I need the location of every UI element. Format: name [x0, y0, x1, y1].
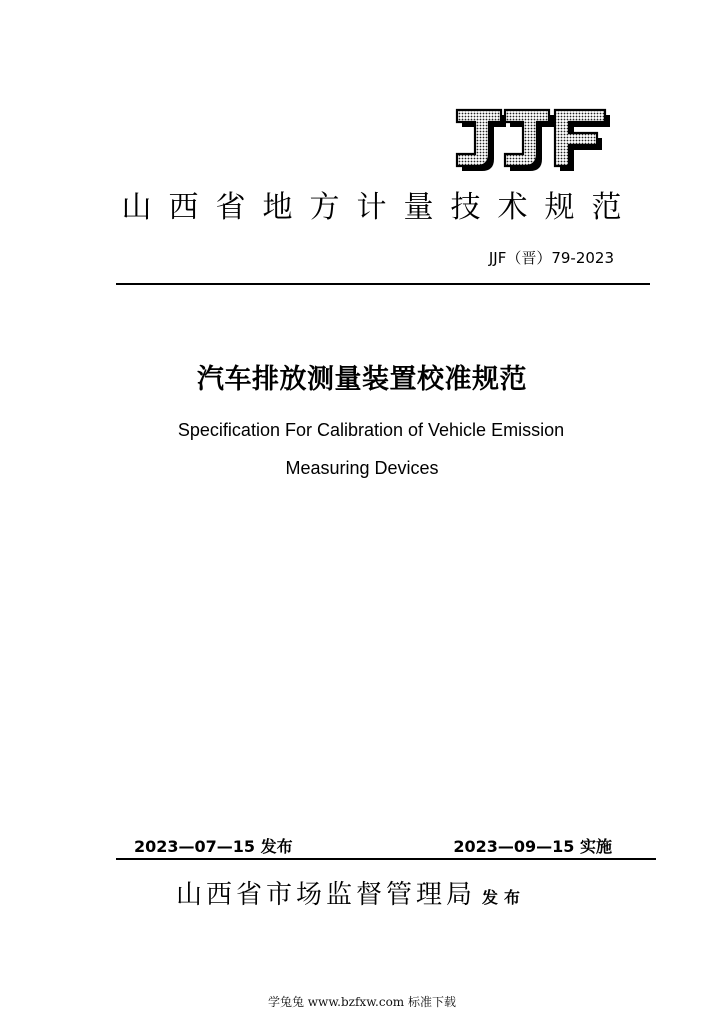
- issue-date: 2023—07—15 发布: [134, 837, 293, 856]
- jjf-logo: [455, 106, 615, 176]
- document-title-chinese: 汽车排放测量装置校准规范: [197, 364, 527, 395]
- document-title-english-line2: Measuring Devices: [285, 458, 439, 478]
- top-divider: [116, 283, 650, 285]
- issuer-name: 山西省市场监督管理局: [176, 880, 477, 910]
- logo-letter-j2: [505, 110, 549, 166]
- issuer-suffix: 发布: [482, 888, 527, 907]
- logo-letter-f: [555, 110, 605, 166]
- document-title-english-line1: Specification For Calibration of Vehicle Emission: [177, 420, 565, 440]
- standard-type-heading: 山西省地方计量技术规范: [121, 190, 639, 225]
- logo-letter-j1: [457, 110, 501, 166]
- implementation-date: 2023—09—15 实施: [453, 837, 612, 856]
- bottom-divider: [116, 858, 656, 860]
- footer-watermark: 学兔兔 www.bzfxw.com 标准下载: [267, 995, 457, 1009]
- standard-code: JJF（晋）79-2023: [488, 249, 614, 267]
- jjf-logo-graphic: [455, 106, 615, 176]
- issuer: [176, 878, 526, 915]
